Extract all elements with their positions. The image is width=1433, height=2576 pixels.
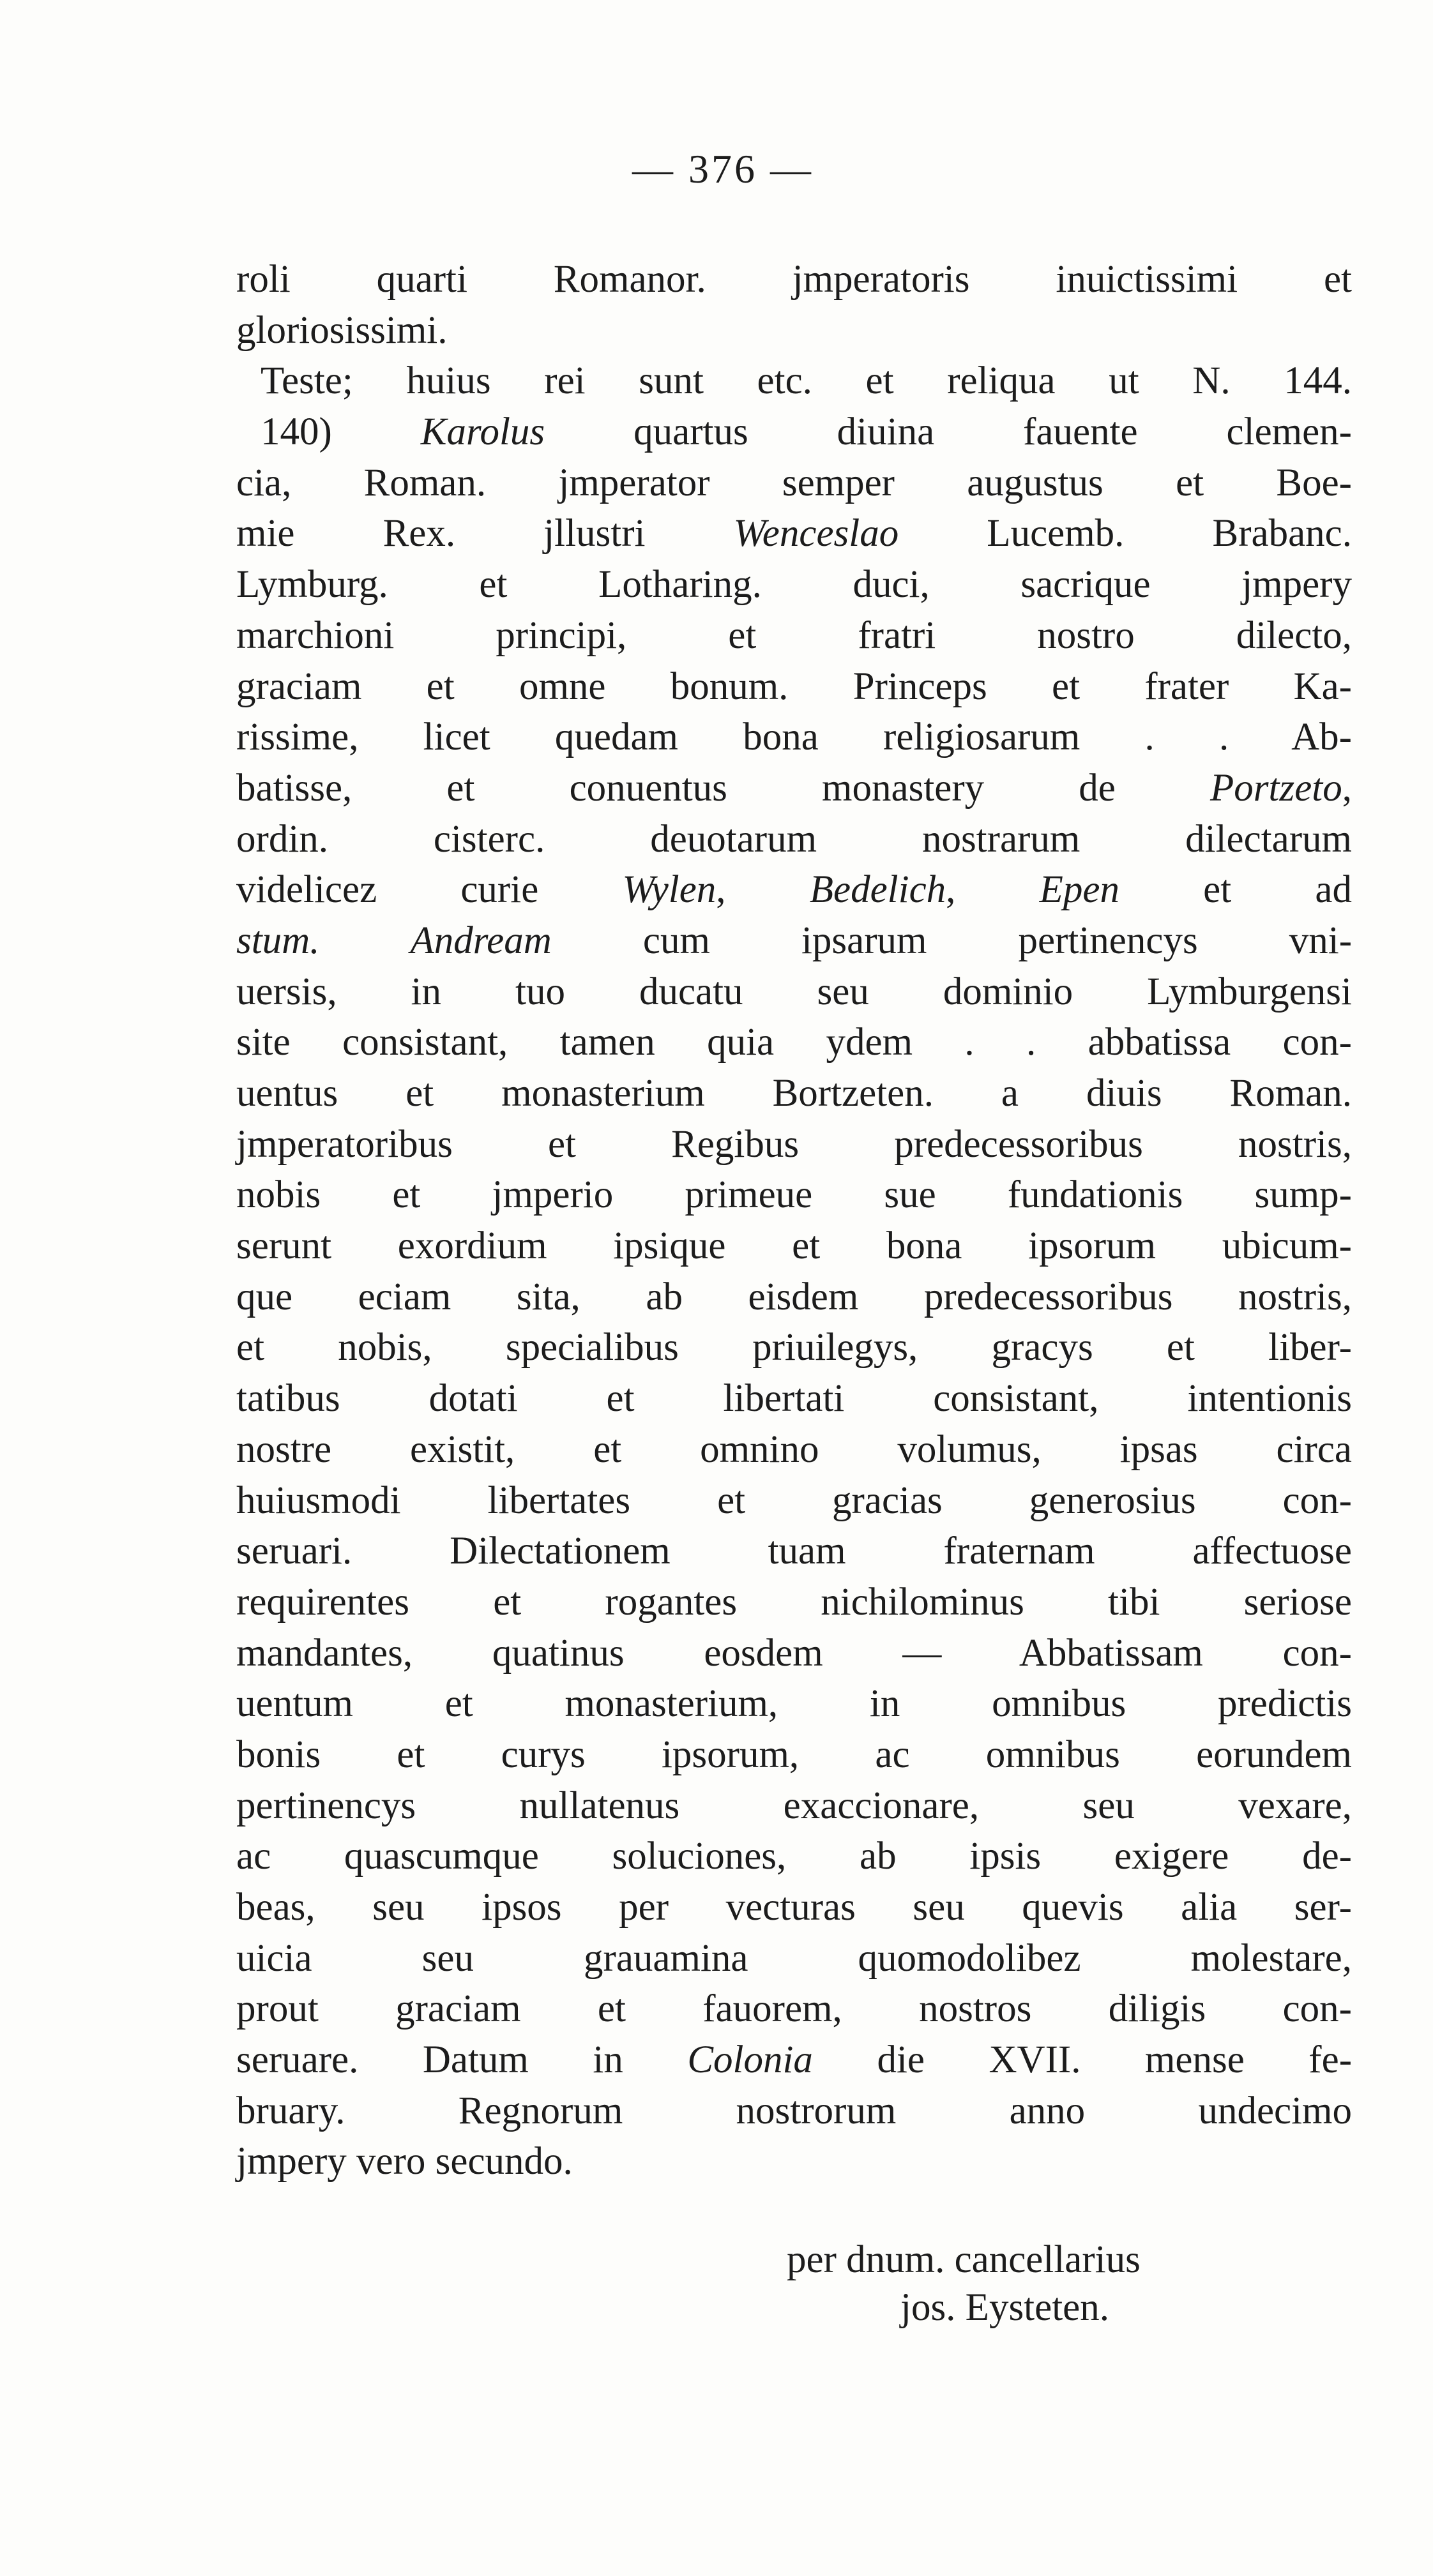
text-line bbox=[236, 814, 1352, 865]
document-body bbox=[236, 254, 1352, 2187]
text-line bbox=[236, 1526, 1352, 1577]
text-segment: uicia seu grauamina quomodolibez molestare, bbox=[236, 1936, 1352, 1980]
italic-name: Karolus bbox=[420, 411, 545, 454]
text-segment: site consistant, tamen quia ydem . . abbatissa con- bbox=[236, 1021, 1352, 1064]
text-segment: seruare. Datum in bbox=[236, 2038, 688, 2082]
text-segment: die XVII. mense fe- bbox=[812, 2038, 1353, 2082]
text-line bbox=[236, 305, 1352, 356]
text-line bbox=[236, 1068, 1352, 1119]
text-segment: graciam et omne bonum. Princeps et frater Ka- bbox=[236, 665, 1352, 708]
italic-name: stum. Andream bbox=[236, 919, 552, 962]
text-line bbox=[236, 967, 1352, 1018]
italic-name: Wenceslao bbox=[733, 512, 899, 555]
text-line bbox=[236, 1373, 1352, 1424]
text-line bbox=[236, 1424, 1352, 1475]
text-segment: pertinencys nullatenus exaccionare, seu vexare, bbox=[236, 1784, 1352, 1827]
text-line bbox=[236, 356, 1352, 407]
signature-line-1: per dnum. cancellarius bbox=[787, 2238, 1141, 2281]
text-segment: tatibus dotati et libertati consistant, intentionis bbox=[236, 1377, 1352, 1420]
text-segment: videlicez curie bbox=[236, 868, 623, 912]
text-segment: que eciam sita, ab eisdem predecessoribus nostris, bbox=[236, 1275, 1352, 1318]
text-segment: uersis, in tuo ducatu seu dominio Lymburgensi bbox=[236, 970, 1352, 1013]
text-line bbox=[236, 559, 1352, 610]
text-line bbox=[236, 1017, 1352, 1068]
text-segment: roli quarti Romanor. jmperatoris inuictissimi et bbox=[236, 258, 1352, 301]
text-line bbox=[236, 1882, 1352, 1933]
text-segment: serunt exordium ipsique et bona ipsorum ubicum- bbox=[236, 1224, 1352, 1268]
text-segment: jmpery vero secundo. bbox=[236, 2140, 573, 2183]
text-segment: rissime, licet quedam bona religiosarum . . Ab- bbox=[236, 716, 1352, 759]
text-line bbox=[236, 712, 1352, 763]
text-segment: bruary. Regnorum nostrorum anno undecimo bbox=[236, 2089, 1352, 2132]
text-line bbox=[236, 254, 1352, 305]
text-line bbox=[236, 915, 1352, 967]
text-segment: prout graciam et fauorem, nostros diligis con- bbox=[236, 1987, 1352, 2031]
text-line bbox=[236, 407, 1352, 458]
text-segment: uentus et monasterium Bortzeten. a diuis Roman. bbox=[236, 1072, 1352, 1115]
text-line bbox=[236, 661, 1352, 712]
text-line bbox=[236, 1577, 1352, 1628]
text-segment: Lymburg. et Lotharing. duci, sacrique jmpery bbox=[236, 563, 1352, 606]
text-segment: batisse, et conuentus monastery de bbox=[236, 766, 1211, 810]
text-line bbox=[236, 508, 1352, 559]
text-line bbox=[236, 864, 1352, 915]
text-line bbox=[236, 1475, 1352, 1526]
text-line bbox=[236, 1119, 1352, 1170]
text-segment: jmperatoribus et Regibus predecessoribus nostris, bbox=[236, 1122, 1352, 1166]
text-line bbox=[236, 2136, 1352, 2187]
text-segment: cia, Roman. jmperator semper augustus et Boe- bbox=[236, 461, 1352, 504]
page-number: — 376 — bbox=[632, 146, 814, 192]
text-segment: quartus diuina fauente clemen- bbox=[545, 411, 1352, 454]
text-segment: requirentes et rogantes nichilominus tibi seriose bbox=[236, 1580, 1352, 1623]
text-segment: uentum et monasterium, in omnibus predictis bbox=[236, 1682, 1352, 1726]
text-segment: , bbox=[1342, 766, 1352, 810]
text-line bbox=[236, 1628, 1352, 1679]
text-line bbox=[236, 1781, 1352, 1832]
text-line bbox=[236, 1678, 1352, 1729]
text-segment: mie Rex. jllustri bbox=[236, 512, 734, 555]
text-segment: et nobis, specialibus priuilegys, gracys et liber- bbox=[236, 1326, 1352, 1369]
text-segment: Lucemb. Brabanc. bbox=[898, 512, 1352, 555]
italic-name: Epen bbox=[1039, 868, 1119, 912]
text-segment: gloriosissimi. bbox=[236, 308, 448, 352]
text-line bbox=[236, 1933, 1352, 1984]
text-segment: et ad bbox=[1119, 868, 1352, 912]
text-segment: marchioni principi, et fratri nostro dilecto, bbox=[236, 614, 1352, 657]
text-line bbox=[236, 1984, 1352, 2035]
text-segment: Teste; huius rei sunt etc. et reliqua ut N. 144. bbox=[261, 359, 1352, 403]
text-line bbox=[236, 1170, 1352, 1221]
text-segment: seruari. Dilectationem tuam fraternam affectuose bbox=[236, 1530, 1352, 1573]
text-segment: , bbox=[946, 868, 1040, 912]
italic-name: Colonia bbox=[687, 2038, 813, 2082]
signature-line-2: jos. Eysteten. bbox=[900, 2286, 1109, 2329]
text-segment: bonis et curys ipsorum, ac omnibus eorundem bbox=[236, 1733, 1352, 1776]
text-line bbox=[236, 2035, 1352, 2086]
text-segment: 140) bbox=[261, 411, 421, 454]
italic-name: Portzeto bbox=[1210, 766, 1342, 810]
text-line bbox=[236, 763, 1352, 814]
text-line bbox=[236, 1221, 1352, 1272]
text-segment: mandantes, quatinus eosdem — Abbatissam con- bbox=[236, 1631, 1352, 1675]
text-line bbox=[236, 1831, 1352, 1882]
text-segment: nobis et jmperio primeue sue fundationis sump- bbox=[236, 1173, 1352, 1217]
text-segment: ac quascumque soluciones, ab ipsis exigere de- bbox=[236, 1835, 1352, 1878]
italic-name: Bedelich bbox=[809, 868, 946, 912]
text-line bbox=[236, 610, 1352, 661]
text-segment: cum ipsarum pertinencys vni- bbox=[551, 919, 1353, 962]
text-segment: ordin. cisterc. deuotarum nostrarum dilectarum bbox=[236, 817, 1352, 861]
text-segment: , bbox=[716, 868, 810, 912]
text-line bbox=[236, 1729, 1352, 1781]
text-line bbox=[236, 1272, 1352, 1323]
text-line bbox=[236, 1322, 1352, 1373]
text-line bbox=[236, 458, 1352, 509]
text-segment: beas, seu ipsos per vecturas seu quevis alia ser- bbox=[236, 1886, 1352, 1929]
text-line bbox=[236, 2086, 1352, 2137]
text-segment: nostre existit, et omnino volumus, ipsas circa bbox=[236, 1427, 1352, 1471]
italic-name: Wylen bbox=[622, 868, 716, 912]
text-segment: huiusmodi libertates et gracias generosius con- bbox=[236, 1479, 1352, 1522]
